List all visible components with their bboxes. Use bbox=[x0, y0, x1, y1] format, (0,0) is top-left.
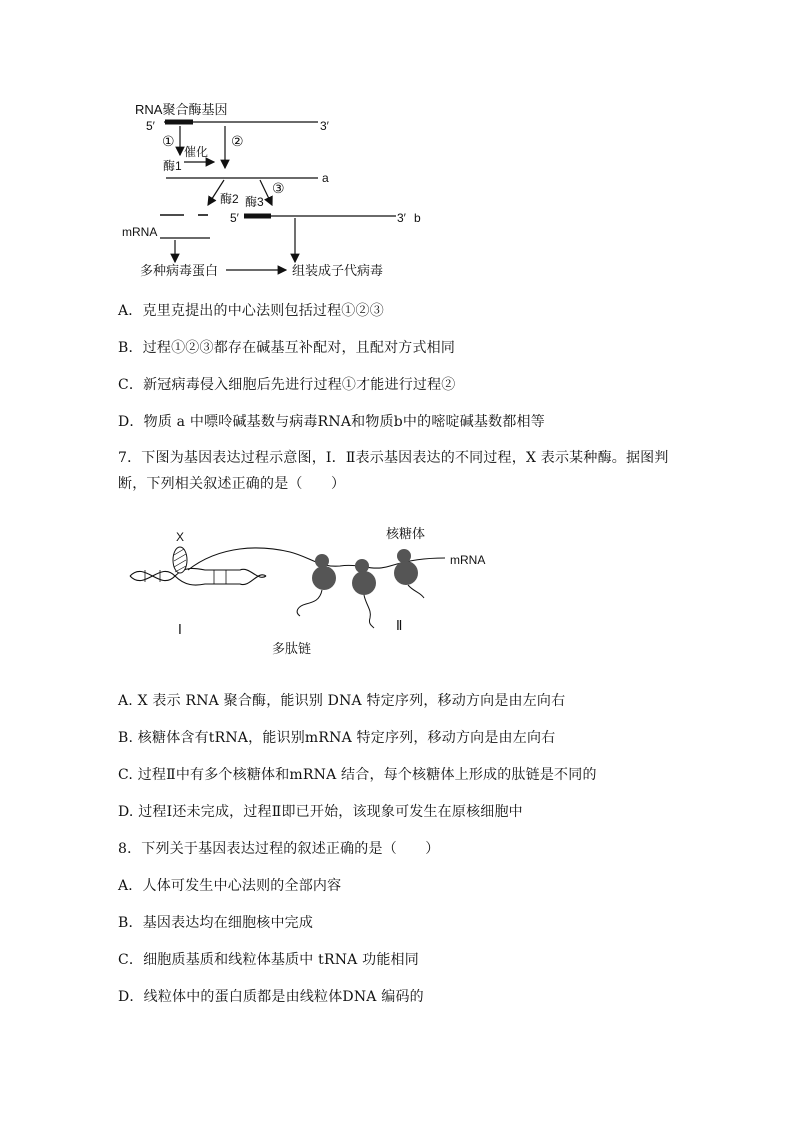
ribosome-3-large bbox=[394, 561, 418, 585]
ribosome-label: 核糖体 bbox=[386, 526, 426, 541]
polymerase-gene-segment bbox=[165, 120, 193, 125]
five-prime-label: 5′ bbox=[146, 119, 155, 133]
ribosome-1-large bbox=[312, 566, 336, 590]
peptide-label: 多肽链 bbox=[272, 641, 312, 656]
three-prime-b-label: 3′ bbox=[397, 211, 406, 225]
replication-diagram bbox=[0, 0, 794, 300]
roman-1-label: Ⅰ bbox=[178, 622, 182, 637]
q6-option-b: B．过程①②③都存在碱基互补配对，且配对方式相同 bbox=[118, 340, 456, 356]
q7-option-b: B. 核糖体含有tRNA，能识别mRNA 特定序列，移动方向是由左向右 bbox=[118, 730, 556, 746]
enzyme1-label: 酶1 bbox=[163, 159, 182, 173]
q6-option-c: C．新冠病毒侵入细胞后先进行过程①才能进行过程② bbox=[118, 377, 456, 393]
q7-option-a: A. X 表示 RNA 聚合酶，能识别 DNA 特定序列，移动方向是由左向右 bbox=[118, 693, 566, 709]
five-prime-b-label: 5′ bbox=[230, 211, 239, 225]
q8-stem: 8．下列关于基因表达过程的叙述正确的是（ ） bbox=[118, 841, 440, 857]
strand-a-label: a bbox=[322, 171, 329, 185]
q6-option-d: D．物质 a 中嘌呤碱基数与病毒RNA和物质b中的嘧啶碱基数都相等 bbox=[118, 414, 545, 430]
ribosome-3-small bbox=[397, 549, 411, 563]
q7-stem: 7．下图为基因表达过程示意图，Ⅰ．Ⅱ表示基因表达的不同过程，X 表示某种酶。据图判断，下列相关叙述正确的是（ ） bbox=[118, 450, 669, 492]
roman-2-label: Ⅱ bbox=[396, 618, 403, 633]
three-prime-label: 3′ bbox=[320, 119, 329, 133]
ribosome-1-small bbox=[315, 554, 329, 568]
q8-option-d: D．线粒体中的蛋白质都是由线粒体DNA 编码的 bbox=[118, 989, 424, 1005]
q8-option-c: C．细胞质基质和线粒体基质中 tRNA 功能相同 bbox=[118, 952, 419, 968]
proteins-label: 多种病毒蛋白 bbox=[140, 263, 219, 278]
q8-option-a: A．人体可发生中心法则的全部内容 bbox=[118, 878, 342, 894]
assemble-label: 组装成子代病毒 bbox=[292, 263, 384, 278]
dna-strand-2 bbox=[130, 571, 266, 585]
ribosome-2-large bbox=[352, 571, 376, 595]
enzyme2-label: 酶2 bbox=[220, 192, 239, 206]
strand-b-gene-segment bbox=[244, 214, 271, 219]
mrna-label-2: mRNA bbox=[450, 553, 486, 567]
q8-option-b: B．基因表达均在细胞核中完成 bbox=[118, 915, 314, 931]
strand-b-label: b bbox=[414, 211, 421, 225]
peptide-chain-2 bbox=[364, 595, 374, 628]
step3-label: ③ bbox=[272, 180, 285, 196]
enzyme3-label: 酶3 bbox=[245, 195, 264, 209]
catalyze-label: 催化 bbox=[184, 145, 209, 159]
peptide-chain-1 bbox=[297, 590, 322, 616]
x-label: X bbox=[176, 530, 185, 544]
ribosome-2-small bbox=[355, 559, 369, 573]
gene-expression-diagram bbox=[0, 515, 794, 675]
q7-option-c: C. 过程Ⅱ中有多个核糖体和mRNA 结合，每个核糖体上形成的肽链是不同的 bbox=[118, 767, 597, 783]
q6-option-a: A．克里克提出的中心法则包括过程①②③ bbox=[118, 303, 384, 319]
step2-label: ② bbox=[231, 133, 244, 149]
peptide-chain-3 bbox=[408, 585, 424, 598]
mrna-label: mRNA bbox=[122, 225, 158, 239]
step1-label: ① bbox=[162, 133, 175, 149]
q7-option-d: D. 过程Ⅰ还未完成，过程Ⅱ即已开始，该现象可发生在原核细胞中 bbox=[118, 804, 523, 820]
gene-label: RNA聚合酶基因 bbox=[135, 102, 228, 117]
dna-strand-1 bbox=[130, 568, 266, 580]
